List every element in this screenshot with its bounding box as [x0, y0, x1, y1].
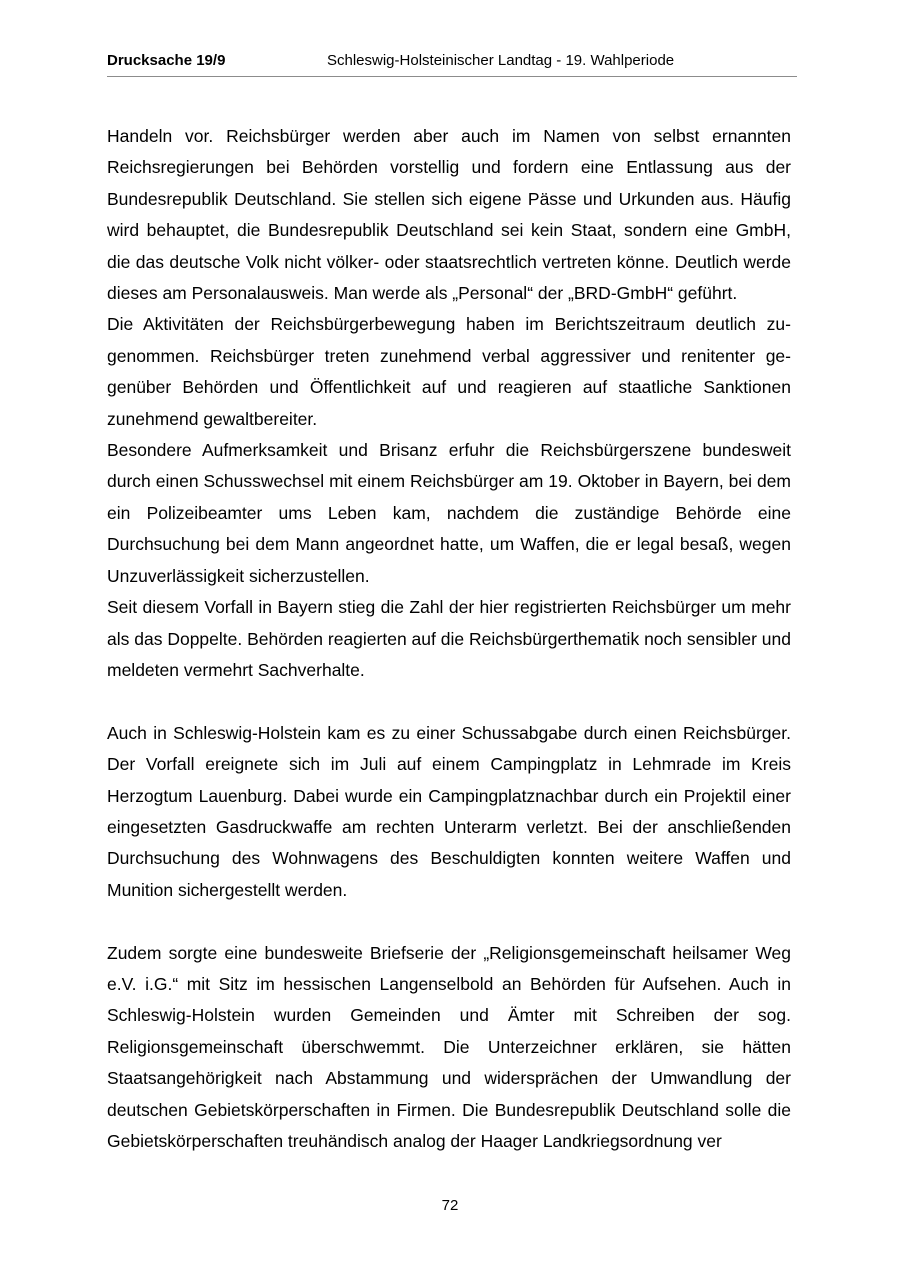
paragraph-2: Die Aktivitäten der Reichsbürgerbewegung haben im Berichtszeitraum deutlich zugenommen. Reichsbürger treten zunehmend verbal aggressiver und renitenter gegenüber Behörden und Öffentlichkeit auf und reagieren auf staatliche Sanktionen zunehmend gewaltbereiter.	[107, 314, 791, 429]
paragraph-4: Seit diesem Vorfall in Bayern stieg die Zahl der hier registrierten Reichsbürger um mehr als das Doppelte. Behörden reagierten auf die Reichsbürgerthematik noch sensibler und meldeten vermehrt Sachverhalte.	[107, 597, 791, 680]
page-number: 72	[441, 1197, 459, 1214]
paragraph-spacer	[107, 906, 791, 937]
page-header	[107, 52, 797, 77]
paragraph-5: Auch in Schleswig-Holstein kam es zu einer Schussabgabe durch einen Reichsbürger. Der Vorfall ereignete sich im Juli auf einem Campingplatz in Lehmrade im Kreis Herzogtum Lauenburg. Dabei wurde ein Campingplatznachbar durch ein Projektil einer eingesetzten Gasdruckwaffe am rechten Unterarm verletzt. Bei der anschließenden Durchsuchung des Wohnwagens des Beschuldigten konnten weitere Waffen und Munition sichergestellt werden.	[107, 722, 791, 900]
paragraph-3: Besondere Aufmerksamkeit und Brisanz erfuhr die Reichsbürgerszene bundesweit durch einen Schusswechsel mit einem Reichsbürger am 19. Oktober in Bayern, bei dem ein Polizeibeamter ums Leben kam, nachdem die zuständige Behörde eine Durchsuchung bei dem Mann angeordnet hatte, um Waffen, die er legal besaß, wegen Unzuverlässigkeit sicherzustellen.	[107, 440, 791, 586]
header-title: Schleswig-Holsteinischer Landtag - 19. Wahlperiode	[327, 52, 675, 69]
document-number: Drucksache 19/9	[107, 52, 226, 69]
paragraph-1: Handeln vor. Reichsbürger werden aber auch im Namen von selbst ernannten Reichsregierungen bei Behörden vorstellig und fordern eine Entlassung aus der Bundesrepublik Deutschland. Sie stellen sich eigene Pässe und Urkunden aus. Häufig wird behauptet, die Bundesrepublik Deutschland sei kein Staat, sondern eine GmbH, die das deutsche Volk nicht völker- oder staatsrechtlich vertreten könne. Deutlich werde dieses am Personalausweis. Man werde als „Personal“ der „BRD-GmbH“ geführt.	[107, 126, 791, 304]
paragraph-spacer	[107, 686, 791, 717]
body-text	[107, 121, 791, 1157]
paragraph-6: Zudem sorgte eine bundesweite Briefserie der „Religionsgemeinschaft heilsamer Weg e.V. i.G.“ mit Sitz im hessischen Langenselbold an Behörden für Aufsehen. Auch in Schleswig-Holstein wurden Gemeinden und Ämter mit Schreiben der sog. Religionsgemeinschaft überschwemmt. Die Unterzeichner erklären, sie hätten Staatsangehörigkeit nach Abstammung und widersprächen der Umwandlung der deutschen Gebietskörperschaften in Firmen. Die Bundesrepublik Deutschland solle die Gebietskörperschaften treuhändisch analog der Haager Landkriegsordnung ver	[107, 942, 791, 1151]
